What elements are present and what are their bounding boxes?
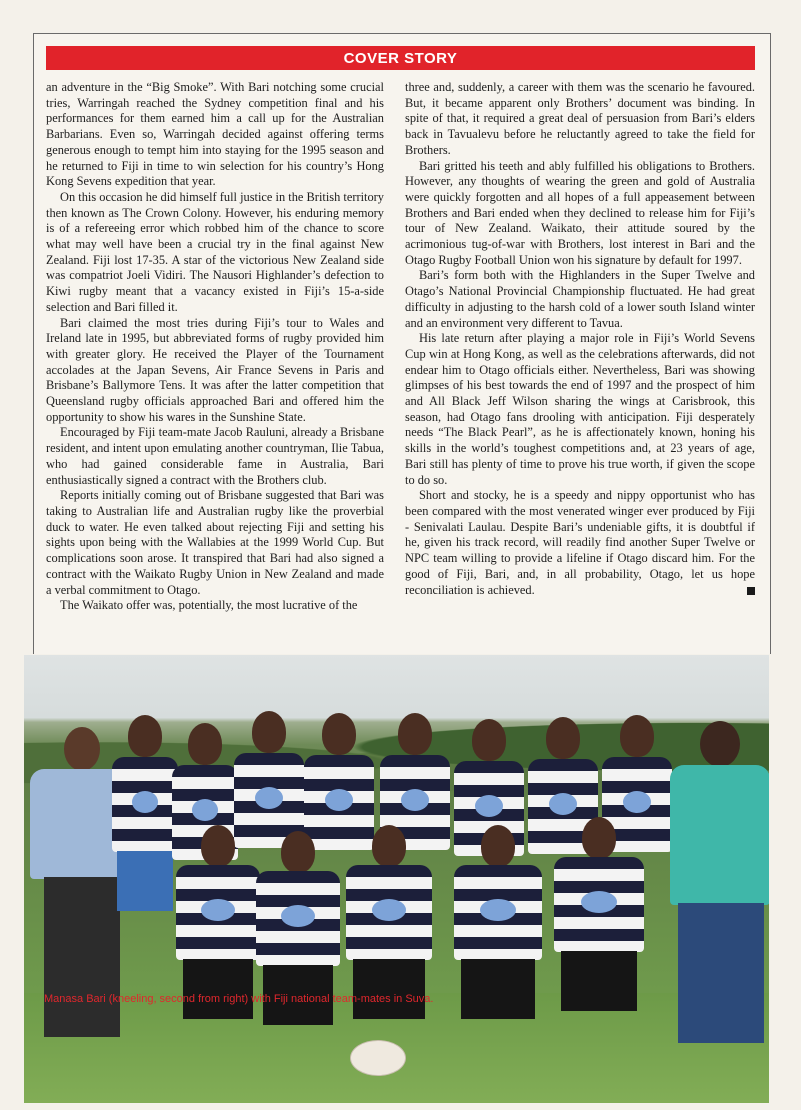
- article-paragraph: Bari claimed the most tries during Fiji’s tour to Wales and Ireland late in 1995, but abbreviated forms of rugby provided him with greater glory. He received the Player of the Tournament accolades at the Japan Sevens, Air France Sevens in Paris and Brisbane’s Ballymore Tens. It was after the latter competition that Queensland rugby officials approached Bari and offered him the opportunity to show his wares in the Sunshine State.: [46, 315, 384, 424]
- article-column-right: [405, 80, 755, 598]
- team-photo: [24, 655, 769, 1103]
- article-paragraph: On this occasion he did himself full justice in the British territory then known as The Crown Colony. However, his enduring memory is of a refereeing error which robbed him of the chance to score what may well have been a crucial try in the final against New Zealand. Fiji lost 17-35. A star of the victorious New Zealand side was compatriot Joeli Vidiri. The Nausori Highlander’s defection to Kiwi rugby meant that a vacancy existed in Fiji’s 15-a-side selection and Bari filled it.: [46, 189, 384, 314]
- photo-caption: Manasa Bari (kneeling, second from right) with Fiji national team-mates in Suva.: [44, 993, 434, 1005]
- article-paragraph: three and, suddenly, a career with them was the scenario he favoured. But, it became apparent only Brothers’ document was binding. In spite of that, it required a great deal of persuasion from Bari’s elders back in Tavualevu before he reluctantly agreed to take the field for Brothers.: [405, 80, 755, 157]
- player-front-1: [176, 825, 260, 1045]
- article-paragraph: [405, 488, 755, 598]
- section-banner-label: COVER STORY: [343, 49, 458, 67]
- article-paragraph: Bari gritted his teeth and ably fulfilled his obligations to Brothers. However, any thoughts of wearing the green and gold of Australia were quickly forgotten and all hopes of a full appeasement between Brothers and Bari ended when they declined to release him for Fiji’s tour of New Zealand. Waikato, their attitude soured by the acrimonious tug-of-war with Brothers, lost interest in Bari and the Otago Rugby Football Union won his signature by default for 1997.: [405, 158, 755, 267]
- article-paragraph-text: Short and stocky, he is a speedy and nippy opportunist who has been compared with the most venerated winger ever produced by Fiji - Senivalati Laulau. Despite Bari’s undeniable gifts, it is doubtful if he, given his track record, will readily find another Super Twelve or NPC team willing to provide a lifeline if Otago discard him. For the good of Fiji, Bari, and, in all probability, Otago, let us hope reconciliation is achieved.: [405, 488, 755, 597]
- article-paragraph: His late return after playing a major role in Fiji’s World Sevens Cup win at Hong Kong, as well as the celebrations afterwards, did not endear him to Otago officials either. Nevertheless, Bari was showing glimpses of his best towards the end of 1997 and the prospect of him and All Black Jeff Wilson sharing the wings at Carisbrook, this season, had Otago fans drooling with anticipation. Fiji desperately needs “The Black Pearl”, as he is affectionately known, honing his skills in the world’s toughest competitions and, at 23 years of age, Bari still has plenty of time to prove his true worth, if given the scope to do so.: [405, 331, 755, 487]
- rugby-ball: [350, 1040, 406, 1076]
- player-back-1: [112, 715, 178, 975]
- section-banner: [46, 46, 755, 70]
- player-front-2: [256, 831, 340, 1051]
- article-paragraph: Bari’s form both with the Highlanders in the Super Twelve and Otago’s National Provincial Championship fluctuated. He had great difficulty in adjusting to the harsh cold of a lower south Island winter and an environment very different to Tavua.: [405, 268, 755, 330]
- article-paragraph: The Waikato offer was, potentially, the most lucrative of the: [60, 598, 358, 613]
- player-front-5: [554, 817, 644, 1037]
- end-of-article-mark: [747, 587, 755, 595]
- article-paragraph: an adventure in the “Big Smoke”. With Bari notching some crucial tries, Warringah reached the Sydney competition final and his performances for them earned him a call up for the Australian Barbarians. Even so, Warringah decided against offering terms generous enough to tempt him into staying for the 1995 season and he returned to Fiji in time to win selection for his country’s Hong Kong Sevens expedition that year.: [46, 80, 384, 189]
- player-front-3: [346, 825, 432, 1045]
- article-paragraph: Reports initially coming out of Brisbane suggested that Bari was taking to Australian life and Australian rugby like the proverbial duck to water. He even talked about rejecting Fiji and setting his sights upon being with the Wallabies at the 1999 World Cup. But complications soon arose. It transpired that Bari had also signed a contract with the Waikato Rugby Union in New Zealand and made a verbal commitment to Otago.: [46, 488, 384, 597]
- official-right: [670, 721, 768, 1051]
- article-column-left: [46, 80, 384, 614]
- article-paragraph: Encouraged by Fiji team-mate Jacob Rauluni, already a Brisbane resident, and intent upon emulating another countryman, Ilie Tabua, who had gained considerable fame in Australia, Bari enthusiastically signed a contract with the Brothers club.: [46, 425, 384, 487]
- player-front-4: [454, 825, 542, 1045]
